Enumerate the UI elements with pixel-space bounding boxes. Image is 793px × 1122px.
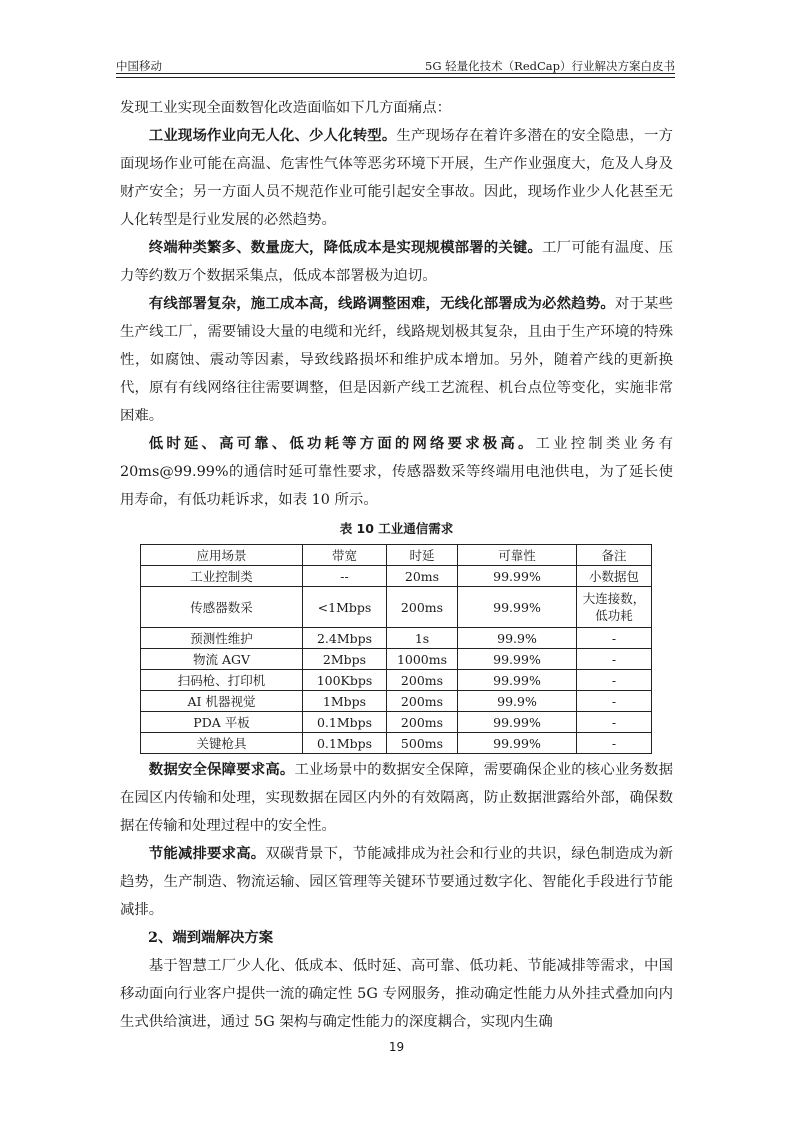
table-cell: 2Mbps: [303, 649, 387, 670]
table-row: [141, 691, 652, 712]
table-row: [141, 670, 652, 691]
table-cell: 扫码枪、打印机: [141, 670, 303, 691]
table-cell: 99.99%: [458, 670, 577, 691]
header-left: 中国移动: [116, 59, 162, 73]
table-cell: 99.99%: [458, 712, 577, 733]
paragraph-text: 工业场景中的数据安全保障，需要确保企业的核心业务数据在园区内传输和处理，实现数据在园区内外的有效隔离，防止数据泄露给外部，确保数据在传输和处理过程中的安全性。: [120, 762, 673, 834]
table-cell: PDA 平板: [141, 712, 303, 733]
intro-paragraph: 发现工业实现全面数智化改造面临如下几方面痛点：: [120, 100, 451, 116]
table-row: [141, 649, 652, 670]
table-cell: AI 机器视觉: [141, 691, 303, 712]
table-cell: 99.9%: [458, 628, 577, 649]
page-number: 19: [388, 1040, 405, 1054]
section-heading: [120, 924, 673, 952]
header-right: 5G 轻量化技术（RedCap）行业解决方案白皮书: [425, 59, 675, 73]
table-cell: -: [577, 691, 652, 712]
table-cell: 100Kbps: [303, 670, 387, 691]
table-cell: 工业控制类: [141, 566, 303, 587]
column-header: 备注: [577, 545, 652, 566]
table-cell: 99.99%: [458, 566, 577, 587]
paragraph-heading: 数据安全保障要求高。: [148, 761, 295, 778]
table-caption: 表 10 工业通信需求: [339, 521, 454, 536]
table-cell: 200ms: [387, 670, 458, 691]
paragraph-heading: 有线部署复杂，施工成本高，线路调整困难，无线化部署成为必然趋势。: [148, 295, 615, 312]
table-cell: 200ms: [387, 712, 458, 733]
table-cell: 500ms: [387, 733, 458, 754]
column-header: 可靠性: [458, 545, 577, 566]
table-cell: -: [577, 712, 652, 733]
table-cell: 99.99%: [458, 649, 577, 670]
paragraph-data-security: [120, 756, 673, 840]
header-rule-thin: [116, 77, 675, 78]
table-cell: <1Mbps: [303, 587, 387, 628]
paragraph-wireless: [120, 290, 673, 430]
table-cell: 20ms: [387, 566, 458, 587]
table-cell: 2.4Mbps: [303, 628, 387, 649]
section-title: 2、端到端解决方案: [148, 929, 274, 946]
table-cell: 200ms: [387, 587, 458, 628]
paragraph-solution: 基于智慧工厂少人化、低成本、低时延、高可靠、低功耗、节能减排等需求，中国移动面向行业客户提供一流的确定性 5G 专网服务，推动确定性能力从外挂式叠加向内生式供给演进，通过 5G 架构与确定性能力的深度耦合，实现内生确: [120, 958, 673, 1030]
table-cell: 大连接数，低功耗: [577, 587, 652, 628]
paragraph-heading: 工业现场作业向无人化、少人化转型。: [148, 127, 397, 144]
column-header: 时延: [387, 545, 458, 566]
paragraph-heading: 低时延、高可靠、低功耗等方面的网络要求极高。: [148, 435, 536, 452]
paragraph-energy-saving: [120, 840, 673, 924]
paragraph-text: 工厂可能有温度、压力等约数万个数据采集点，低成本部署极为迫切。: [120, 240, 673, 284]
paragraph-text: 对于某些生产线工厂，需要铺设大量的电缆和光纤，线路规划极其复杂，且由于生产环境的特殊性，如腐蚀、震动等因素，导致线路损坏和维护成本增加。另外，随着产线的更新换代，原有有线网络往往需要调整，但是因新产线工艺流程、机台点位等变化，实施非常困难。: [120, 296, 673, 424]
table-row: [141, 566, 652, 587]
table-row: [141, 712, 652, 733]
paragraph-network-req: [120, 430, 673, 514]
table-header-row: [141, 545, 652, 566]
table-cell: 物流 AGV: [141, 649, 303, 670]
table-cell: 关键枪具: [141, 733, 303, 754]
table-cell: --: [303, 566, 387, 587]
table-cell: -: [577, 628, 652, 649]
table-cell: -: [577, 649, 652, 670]
table-cell: 1Mbps: [303, 691, 387, 712]
table-cell: 1s: [387, 628, 458, 649]
table-cell: 99.99%: [458, 587, 577, 628]
paragraph-text: 双碳背景下，节能减排成为社会和行业的共识，绿色制造成为新趋势，生产制造、物流运输、园区管理等关键环节要通过数字化、智能化手段进行节能减排。: [120, 846, 673, 918]
table-cell: 小数据包: [577, 566, 652, 587]
table-cell: -: [577, 670, 652, 691]
paragraph-heading: 节能减排要求高。: [148, 845, 266, 862]
paragraph-terminal-cost: [120, 234, 673, 290]
table-cell: 传感器数采: [141, 587, 303, 628]
column-header: 带宽: [303, 545, 387, 566]
table-cell: -: [577, 733, 652, 754]
table-cell: 200ms: [387, 691, 458, 712]
paragraph-unmanned: [120, 122, 673, 234]
table-row: [141, 587, 652, 628]
paragraph-text: 工业控制类业务有20ms@99.99%的通信时延可靠性要求，传感器数采等终端用电池供电，为了延长使用寿命，有低功耗诉求，如表 10 所示。: [120, 436, 673, 508]
column-header: 应用场景: [141, 545, 303, 566]
table-cell: 1000ms: [387, 649, 458, 670]
paragraph-heading: 终端种类繁多、数量庞大，降低成本是实现规模部署的关键。: [148, 239, 543, 256]
industrial-comm-table: [140, 544, 652, 754]
table-cell: 99.9%: [458, 691, 577, 712]
paragraph-text: 生产现场存在着许多潜在的安全隐患，一方面现场作业可能在高温、危害性气体等恶劣环境下开展，生产作业强度大，危及人身及财产安全；另一方面人员不规范作业可能引起安全事故。因此，现场作业少人化甚至无人化转型是行业发展的必然趋势。: [120, 128, 673, 228]
table-row: [141, 628, 652, 649]
table-cell: 99.99%: [458, 733, 577, 754]
table-row: [141, 733, 652, 754]
table-cell: 0.1Mbps: [303, 733, 387, 754]
header-rule: [116, 73, 675, 74]
page-body: [120, 94, 673, 1036]
table-cell: 0.1Mbps: [303, 712, 387, 733]
table-cell: 预测性维护: [141, 628, 303, 649]
page-header: [116, 56, 675, 74]
